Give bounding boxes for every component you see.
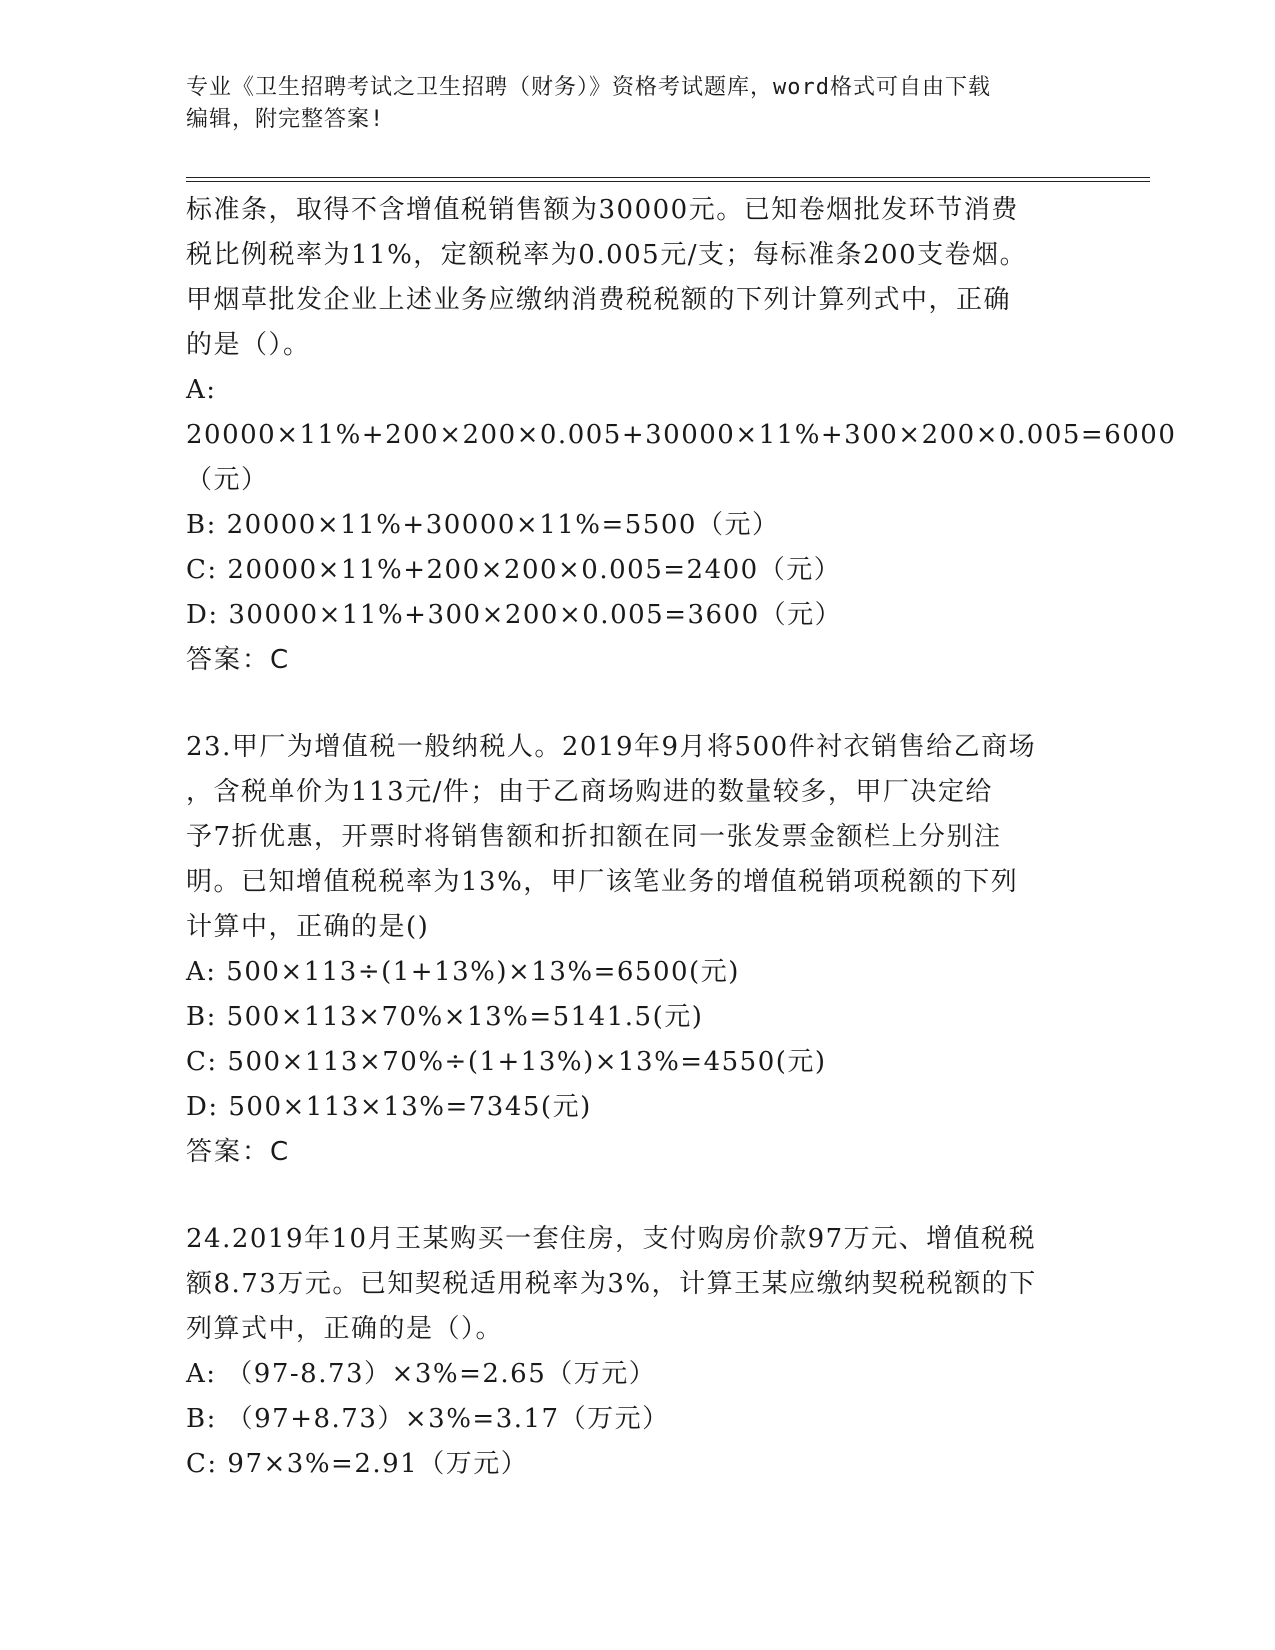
option-a-continued: （元） [186,465,269,495]
option-c: C: 97×3%=2.91（万元） [186,1449,529,1479]
question-stem-line: ，含税单价为113元/件；由于乙商场购进的数量较多，甲厂决定给 [186,777,993,807]
option-d: D: 30000×11%+300×200×0.005=3600（元） [186,600,843,630]
question-stem-line: 23.甲厂为增值税一般纳税人。2019年9月将500件衬衣销售给乙商场 [186,732,1037,762]
question-24 [186,1217,1066,1487]
question-stem-line: 标准条，取得不含增值税销售额为30000元。已知卷烟批发环节消费 [186,195,1019,225]
option-a: A: （97-8.73）×3%=2.65（万元） [186,1359,657,1389]
option-b: B: 20000×11%+30000×11%=5500（元） [186,510,780,540]
option-c: C: 500×113×70%÷(1+13%)×13%=4550(元) [186,1047,827,1077]
question-stem-line: 甲烟草批发企业上述业务应缴纳消费税税额的下列计算列式中，正确 [186,285,1012,315]
question-stem-line: 的是（）。 [186,330,311,360]
option-a: A: 20000×11%+200×200×0.005+30000×11%+300×200×0.005=6000 [186,375,1177,450]
question-22-continued [186,188,1177,683]
page-header [186,72,1066,136]
option-b: B: 500×113×70%×13%=5141.5(元) [186,1002,704,1032]
question-gap [186,683,1066,725]
question-stem-line: 列算式中，正确的是（）。 [186,1314,504,1344]
option-c: C: 20000×11%+200×200×0.005=2400（元） [186,555,842,585]
question-stem-line: 明。已知增值税税率为13%，甲厂该笔业务的增值税销项税额的下列 [186,867,1019,897]
header-line-2: 编辑，附完整答案! [186,107,385,132]
question-stem-line: 予7折优惠，开票时将销售额和折扣额在同一张发票金额栏上分别注 [186,822,1002,852]
answer-line: 答案：C [186,645,291,675]
option-b: B: （97+8.73）×3%=3.17（万元） [186,1404,670,1434]
question-stem-line: 额8.73万元。已知契税适用税率为3%，计算王某应缴纳契税税额的下 [186,1269,1037,1299]
document-body [186,188,1177,1487]
header-line-1: 专业《卫生招聘考试之卫生招聘（财务）》资格考试题库，word格式可自由下载 [186,75,991,100]
question-gap [186,1175,1066,1217]
answer-line: 答案：C [186,1137,291,1167]
question-stem-line: 24.2019年10月王某购买一套住房，支付购房价款97万元、增值税税 [186,1224,1037,1254]
question-stem-line: 计算中，正确的是() [186,912,430,942]
option-a: A: 500×113÷(1+13%)×13%=6500(元) [186,957,740,987]
header-divider [186,177,1150,182]
question-stem-line: 税比例税率为11%，定额税率为0.005元/支；每标准条200支卷烟。 [186,240,1028,270]
question-23 [186,725,1066,1175]
option-d: D: 500×113×13%=7345(元) [186,1092,592,1122]
